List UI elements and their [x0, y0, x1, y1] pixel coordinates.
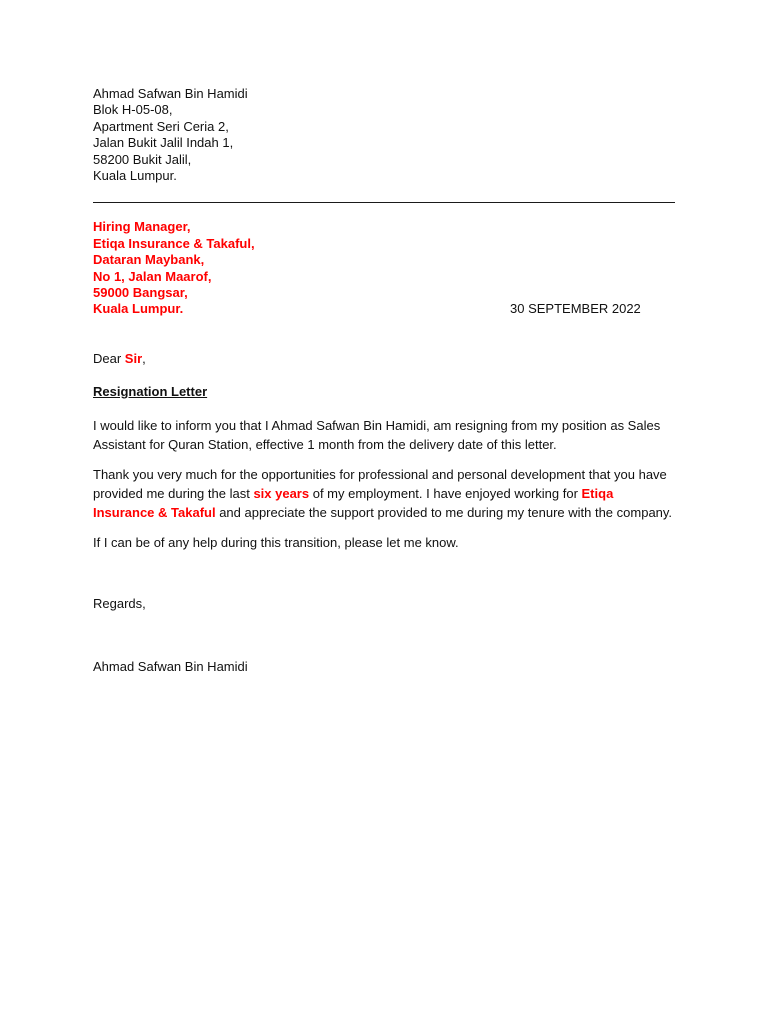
body-text: and appreciate the support provided to me during my tenure with the company. — [215, 505, 673, 521]
body-paragraph-3: If I can be of any help during this transition, please let me know. — [93, 535, 459, 551]
salutation — [93, 351, 675, 367]
body-text: of my employment. I have enjoyed working for — [309, 486, 582, 502]
sender-address-line: Kuala Lumpur. — [93, 167, 177, 183]
sender-name: Ahmad Safwan Bin Hamidi — [93, 86, 248, 101]
recipient-line: Etiqa Insurance & Takaful, — [93, 235, 255, 251]
recipient-line: 59000 Bangsar, — [93, 284, 188, 300]
recipient-line: Hiring Manager, — [93, 219, 191, 235]
recipient-line: Dataran Maybank, — [93, 252, 205, 268]
sender-address-line: Apartment Seri Ceria 2, — [93, 118, 229, 134]
years-highlight: six years — [253, 486, 310, 502]
company-highlight: Etiqa Insurance & Takaful — [93, 486, 614, 521]
sender-address-line: Blok H-05-08, — [93, 102, 173, 118]
closing: Regards, — [93, 596, 146, 612]
subject-heading: Resignation Letter — [93, 384, 208, 400]
body-paragraph-1: I would like to inform you that I Ahmad Safwan Bin Hamidi, am resigning from my position as Sales Assistant for Quran Station, effective 1 month from the delivery date of this letter. — [93, 418, 661, 453]
recipient-address-block — [93, 219, 675, 317]
header-divider — [93, 202, 675, 203]
sender-address-line: Jalan Bukit Jalil Indah 1, — [93, 135, 234, 151]
recipient-line: Kuala Lumpur. — [93, 301, 184, 317]
body-paragraph-2 — [93, 465, 675, 522]
sender-address-block — [93, 86, 675, 184]
salutation-name: Sir — [124, 350, 143, 366]
letter-date: 30 SEPTEMBER 2022 — [510, 301, 641, 317]
signature-name: Ahmad Safwan Bin Hamidi — [93, 658, 248, 674]
recipient-line: No 1, Jalan Maarof, — [93, 268, 212, 284]
salutation-prefix: Dear — [93, 350, 125, 366]
sender-address-line: 58200 Bukit Jalil, — [93, 151, 192, 167]
letter-page — [93, 86, 675, 675]
body-text: Thank you very much for the opportunities for professional and personal development that you have provided me during the last — [93, 467, 667, 502]
salutation-suffix: , — [142, 350, 146, 366]
